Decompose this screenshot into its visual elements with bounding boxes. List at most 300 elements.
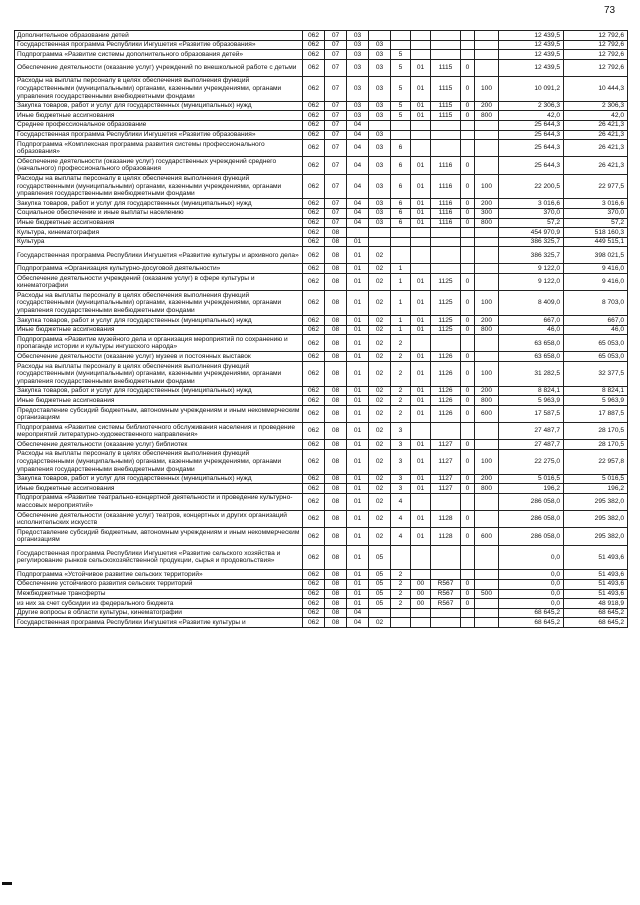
amount-year2: 51 493,6: [564, 570, 628, 580]
amount-year1: 5 963,9: [499, 396, 564, 406]
direction-suffix-code: [461, 608, 475, 618]
amount-year1: 2 306,3: [499, 101, 564, 111]
subprogram-code: 6: [391, 208, 411, 218]
table-row: [15, 511, 628, 528]
direction-suffix-code: [461, 237, 475, 247]
subprogram-code: 2: [391, 362, 411, 387]
table-row: [15, 423, 628, 440]
direction-suffix-code: 0: [461, 362, 475, 387]
podrazdel-code: 01: [347, 396, 369, 406]
razdel-code: 08: [325, 423, 347, 440]
subprogram-code: 1: [391, 264, 411, 274]
amount-year1: 0,0: [499, 545, 564, 570]
amount-year2: 5 016,5: [564, 474, 628, 484]
expense-type-code: [475, 352, 499, 362]
subprogram-code: 1: [391, 316, 411, 326]
table-row: [15, 362, 628, 387]
razdel-code: 08: [325, 352, 347, 362]
program-code: 03: [369, 40, 391, 50]
main-activity-code: 01: [411, 199, 431, 209]
podrazdel-code: 03: [347, 50, 369, 60]
direction-suffix-code: [461, 140, 475, 157]
ved-code: 062: [303, 50, 325, 60]
program-code: 05: [369, 570, 391, 580]
row-name: Обеспечение деятельности учреждений (оказание услуг) в сфере культуры и кинематографии: [15, 274, 303, 291]
direction-code: 1126: [431, 396, 461, 406]
razdel-code: 07: [325, 50, 347, 60]
expense-type-code: 200: [475, 199, 499, 209]
razdel-code: 08: [325, 316, 347, 326]
razdel-code: 08: [325, 325, 347, 335]
program-code: 02: [369, 440, 391, 450]
razdel-code: 08: [325, 599, 347, 609]
table-row: [15, 406, 628, 423]
ved-code: 062: [303, 274, 325, 291]
expense-type-code: [475, 228, 499, 238]
podrazdel-code: 01: [347, 237, 369, 247]
main-activity-code: [411, 570, 431, 580]
program-code: [369, 608, 391, 618]
amount-year1: 8 824,1: [499, 386, 564, 396]
main-activity-code: [411, 50, 431, 60]
direction-code: R567: [431, 599, 461, 609]
subprogram-code: 2: [391, 406, 411, 423]
direction-code: 1116: [431, 157, 461, 174]
direction-code: 1125: [431, 325, 461, 335]
ved-code: 062: [303, 76, 325, 101]
row-name: Другие вопросы в области культуры, кинематографии: [15, 608, 303, 618]
amount-year2: 8 824,1: [564, 386, 628, 396]
row-name: Расходы на выплаты персоналу в целях обеспечения выполнения функций государственными (муниципальными) органами, казенными учреждениями, органами управления государственными внебюджетными фондами: [15, 291, 303, 316]
main-activity-code: 01: [411, 208, 431, 218]
main-activity-code: 00: [411, 589, 431, 599]
direction-code: [431, 335, 461, 352]
program-code: 03: [369, 101, 391, 111]
podrazdel-code: 03: [347, 59, 369, 76]
razdel-code: 07: [325, 130, 347, 140]
main-activity-code: 01: [411, 386, 431, 396]
subprogram-code: 5: [391, 111, 411, 121]
subprogram-code: [391, 130, 411, 140]
program-code: 02: [369, 618, 391, 628]
subprogram-code: 5: [391, 101, 411, 111]
row-name: Закупка товаров, работ и услуг для государственных (муниципальных) нужд: [15, 316, 303, 326]
row-name: Расходы на выплаты персоналу в целях обеспечения выполнения функций государственными (муниципальными) органами, казенными учреждениями, органами управления государственными внебюджетными фондами: [15, 76, 303, 101]
subprogram-code: 5: [391, 50, 411, 60]
razdel-code: 08: [325, 493, 347, 510]
amount-year1: 12 439,5: [499, 31, 564, 41]
direction-suffix-code: [461, 264, 475, 274]
expense-type-code: 100: [475, 291, 499, 316]
amount-year2: 8 703,0: [564, 291, 628, 316]
direction-code: 1116: [431, 218, 461, 228]
razdel-code: 08: [325, 545, 347, 570]
direction-code: 1115: [431, 59, 461, 76]
expense-type-code: 800: [475, 484, 499, 494]
amount-year1: 286 058,0: [499, 511, 564, 528]
ved-code: 062: [303, 545, 325, 570]
amount-year2: 51 493,6: [564, 545, 628, 570]
row-name: Закупка товаров, работ и услуг для государственных (муниципальных) нужд: [15, 474, 303, 484]
amount-year2: 295 382,0: [564, 511, 628, 528]
subprogram-code: 3: [391, 440, 411, 450]
razdel-code: 08: [325, 570, 347, 580]
direction-code: 1126: [431, 362, 461, 387]
razdel-code: 08: [325, 274, 347, 291]
podrazdel-code: 01: [347, 264, 369, 274]
subprogram-code: 6: [391, 218, 411, 228]
ved-code: 062: [303, 608, 325, 618]
razdel-code: 08: [325, 406, 347, 423]
main-activity-code: 01: [411, 449, 431, 474]
direction-suffix-code: 0: [461, 218, 475, 228]
direction-code: 1116: [431, 208, 461, 218]
main-activity-code: 01: [411, 274, 431, 291]
row-name: из них за счет субсидии из федерального бюджета: [15, 599, 303, 609]
budget-table: [14, 30, 628, 628]
razdel-code: 08: [325, 335, 347, 352]
razdel-code: 08: [325, 579, 347, 589]
ved-code: 062: [303, 228, 325, 238]
amount-year2: 12 792,6: [564, 50, 628, 60]
podrazdel-code: 01: [347, 570, 369, 580]
program-code: [369, 237, 391, 247]
podrazdel-code: 04: [347, 174, 369, 199]
amount-year2: 68 645,2: [564, 618, 628, 628]
amount-year2: 9 416,0: [564, 274, 628, 291]
expense-type-code: 200: [475, 386, 499, 396]
direction-code: [431, 237, 461, 247]
row-name: Культура: [15, 237, 303, 247]
main-activity-code: 01: [411, 316, 431, 326]
row-name: Подпрограмма «Развитие музейного дела и организация мероприятий по сохранению и пропаганде истории и культуры ингушского народа»: [15, 335, 303, 352]
razdel-code: 07: [325, 40, 347, 50]
amount-year2: 17 887,5: [564, 406, 628, 423]
razdel-code: 08: [325, 362, 347, 387]
main-activity-code: 01: [411, 528, 431, 545]
program-code: 02: [369, 493, 391, 510]
row-name: Закупка товаров, работ и услуг для государственных (муниципальных) нужд: [15, 199, 303, 209]
table-row: [15, 120, 628, 130]
table-row: [15, 352, 628, 362]
ved-code: 062: [303, 174, 325, 199]
ved-code: 062: [303, 335, 325, 352]
table-row: [15, 40, 628, 50]
direction-code: R567: [431, 579, 461, 589]
amount-year2: 51 493,6: [564, 579, 628, 589]
ved-code: 062: [303, 130, 325, 140]
expense-type-code: [475, 50, 499, 60]
amount-year1: 454 970,9: [499, 228, 564, 238]
table-row: [15, 440, 628, 450]
direction-code: [431, 618, 461, 628]
ved-code: 062: [303, 528, 325, 545]
amount-year2: 12 792,6: [564, 40, 628, 50]
subprogram-code: [391, 237, 411, 247]
amount-year2: 12 792,6: [564, 59, 628, 76]
podrazdel-code: 01: [347, 316, 369, 326]
podrazdel-code: 01: [347, 589, 369, 599]
expense-type-code: [475, 511, 499, 528]
razdel-code: 07: [325, 59, 347, 76]
razdel-code: 08: [325, 264, 347, 274]
expense-type-code: [475, 599, 499, 609]
subprogram-code: [391, 545, 411, 570]
ved-code: 062: [303, 493, 325, 510]
ved-code: 062: [303, 386, 325, 396]
ved-code: 062: [303, 40, 325, 50]
main-activity-code: [411, 618, 431, 628]
direction-suffix-code: 0: [461, 406, 475, 423]
program-code: 02: [369, 247, 391, 264]
table-row: [15, 111, 628, 121]
amount-year2: 65 053,0: [564, 335, 628, 352]
direction-suffix-code: 0: [461, 174, 475, 199]
direction-suffix-code: 0: [461, 352, 475, 362]
direction-code: 1116: [431, 174, 461, 199]
amount-year1: 9 122,0: [499, 264, 564, 274]
amount-year1: 25 644,3: [499, 157, 564, 174]
podrazdel-code: 01: [347, 362, 369, 387]
amount-year1: 0,0: [499, 570, 564, 580]
page-edge-mark: [2, 882, 12, 885]
program-code: 02: [369, 484, 391, 494]
amount-year1: 17 587,5: [499, 406, 564, 423]
amount-year2: 26 421,3: [564, 120, 628, 130]
podrazdel-code: 04: [347, 130, 369, 140]
subprogram-code: 1: [391, 274, 411, 291]
amount-year1: 5 016,5: [499, 474, 564, 484]
amount-year2: 370,0: [564, 208, 628, 218]
expense-type-code: [475, 237, 499, 247]
ved-code: 062: [303, 120, 325, 130]
amount-year2: 28 170,5: [564, 423, 628, 440]
amount-year1: 0,0: [499, 599, 564, 609]
program-code: 03: [369, 130, 391, 140]
main-activity-code: 01: [411, 101, 431, 111]
direction-suffix-code: 0: [461, 76, 475, 101]
program-code: 05: [369, 599, 391, 609]
program-code: 02: [369, 264, 391, 274]
table-row: [15, 608, 628, 618]
amount-year1: 22 200,5: [499, 174, 564, 199]
razdel-code: 07: [325, 111, 347, 121]
razdel-code: 08: [325, 228, 347, 238]
podrazdel-code: 04: [347, 140, 369, 157]
main-activity-code: [411, 31, 431, 41]
ved-code: 062: [303, 423, 325, 440]
amount-year2: 12 792,6: [564, 31, 628, 41]
expense-type-code: [475, 264, 499, 274]
table-row: [15, 228, 628, 238]
amount-year2: 518 160,3: [564, 228, 628, 238]
ved-code: 062: [303, 291, 325, 316]
expense-type-code: 800: [475, 396, 499, 406]
amount-year1: 0,0: [499, 589, 564, 599]
ved-code: 062: [303, 101, 325, 111]
subprogram-code: 2: [391, 570, 411, 580]
podrazdel-code: 03: [347, 40, 369, 50]
direction-code: [431, 50, 461, 60]
program-code: 02: [369, 396, 391, 406]
subprogram-code: [391, 247, 411, 264]
table-row: [15, 396, 628, 406]
amount-year2: 22 957,8: [564, 449, 628, 474]
amount-year1: 9 122,0: [499, 274, 564, 291]
ved-code: 062: [303, 440, 325, 450]
podrazdel-code: 01: [347, 291, 369, 316]
razdel-code: 08: [325, 618, 347, 628]
amount-year2: 295 382,0: [564, 528, 628, 545]
main-activity-code: 01: [411, 218, 431, 228]
podrazdel-code: [347, 228, 369, 238]
main-activity-code: [411, 237, 431, 247]
row-name: Подпрограмма «Комплексная программа развития системы профессионального образования»: [15, 140, 303, 157]
row-name: Государственная программа Республики Ингушетия «Развитие образования»: [15, 40, 303, 50]
direction-code: [431, 264, 461, 274]
main-activity-code: 00: [411, 599, 431, 609]
razdel-code: 08: [325, 589, 347, 599]
table-row: [15, 264, 628, 274]
razdel-code: 08: [325, 449, 347, 474]
amount-year1: 10 091,2: [499, 76, 564, 101]
expense-type-code: [475, 140, 499, 157]
program-code: 02: [369, 406, 391, 423]
amount-year1: 27 487,7: [499, 440, 564, 450]
direction-suffix-code: 0: [461, 101, 475, 111]
subprogram-code: [391, 120, 411, 130]
expense-type-code: 500: [475, 589, 499, 599]
expense-type-code: 100: [475, 76, 499, 101]
row-name: Расходы на выплаты персоналу в целях обеспечения выполнения функций государственными (муниципальными) органами, казенными учреждениями, органами управления государственными внебюджетными фондами: [15, 449, 303, 474]
main-activity-code: [411, 264, 431, 274]
podrazdel-code: 04: [347, 120, 369, 130]
program-code: 03: [369, 208, 391, 218]
ved-code: 062: [303, 474, 325, 484]
expense-type-code: 200: [475, 474, 499, 484]
row-name: Иные бюджетные ассигнования: [15, 218, 303, 228]
amount-year1: 12 439,5: [499, 40, 564, 50]
table-row: [15, 579, 628, 589]
expense-type-code: [475, 40, 499, 50]
ved-code: 062: [303, 511, 325, 528]
program-code: 02: [369, 335, 391, 352]
podrazdel-code: 01: [347, 579, 369, 589]
razdel-code: 08: [325, 396, 347, 406]
subprogram-code: [391, 228, 411, 238]
amount-year2: 26 421,3: [564, 130, 628, 140]
subprogram-code: 3: [391, 474, 411, 484]
amount-year1: 370,0: [499, 208, 564, 218]
subprogram-code: 6: [391, 140, 411, 157]
table-row: [15, 589, 628, 599]
program-code: 02: [369, 386, 391, 396]
amount-year1: 3 016,6: [499, 199, 564, 209]
razdel-code: 07: [325, 218, 347, 228]
razdel-code: 07: [325, 120, 347, 130]
ved-code: 062: [303, 362, 325, 387]
ved-code: 062: [303, 247, 325, 264]
direction-suffix-code: [461, 130, 475, 140]
table-row: [15, 291, 628, 316]
row-name: Социальное обеспечение и иные выплаты населению: [15, 208, 303, 218]
direction-code: [431, 570, 461, 580]
ved-code: 062: [303, 484, 325, 494]
direction-suffix-code: [461, 335, 475, 352]
razdel-code: 08: [325, 237, 347, 247]
table-row: [15, 59, 628, 76]
main-activity-code: 01: [411, 352, 431, 362]
direction-suffix-code: [461, 247, 475, 264]
subprogram-code: [391, 618, 411, 628]
direction-suffix-code: 0: [461, 316, 475, 326]
direction-code: [431, 423, 461, 440]
main-activity-code: 01: [411, 474, 431, 484]
main-activity-code: 01: [411, 362, 431, 387]
direction-suffix-code: [461, 493, 475, 510]
table-row: [15, 218, 628, 228]
amount-year1: 22 275,0: [499, 449, 564, 474]
direction-code: 1116: [431, 199, 461, 209]
podrazdel-code: 04: [347, 157, 369, 174]
direction-code: [431, 545, 461, 570]
table-row: [15, 247, 628, 264]
program-code: 02: [369, 423, 391, 440]
podrazdel-code: 04: [347, 208, 369, 218]
direction-code: 1127: [431, 474, 461, 484]
main-activity-code: [411, 608, 431, 618]
amount-year1: 68 645,2: [499, 608, 564, 618]
direction-code: 1126: [431, 386, 461, 396]
table-row: [15, 335, 628, 352]
direction-code: 1128: [431, 511, 461, 528]
amount-year2: 3 016,6: [564, 199, 628, 209]
main-activity-code: 00: [411, 579, 431, 589]
direction-code: 1126: [431, 352, 461, 362]
row-name: Обеспечение деятельности (оказание услуг) библиотек: [15, 440, 303, 450]
direction-code: [431, 130, 461, 140]
row-name: Культура, кинематография: [15, 228, 303, 238]
expense-type-code: 800: [475, 111, 499, 121]
podrazdel-code: 04: [347, 608, 369, 618]
amount-year1: 46,0: [499, 325, 564, 335]
podrazdel-code: 01: [347, 528, 369, 545]
direction-code: [431, 228, 461, 238]
program-code: 02: [369, 528, 391, 545]
main-activity-code: 01: [411, 59, 431, 76]
main-activity-code: [411, 493, 431, 510]
main-activity-code: 01: [411, 396, 431, 406]
ved-code: 062: [303, 396, 325, 406]
podrazdel-code: 03: [347, 76, 369, 101]
ved-code: 062: [303, 316, 325, 326]
row-name: Расходы на выплаты персоналу в целях обеспечения выполнения функций государственными (муниципальными) органами, казенными учреждениями, органами управления государственными внебюджетными фондами: [15, 362, 303, 387]
subprogram-code: 2: [391, 396, 411, 406]
program-code: 05: [369, 589, 391, 599]
program-code: 05: [369, 579, 391, 589]
row-name: Обеспечение деятельности (оказание услуг) государственных учреждений среднего (начального) профессионального образования: [15, 157, 303, 174]
podrazdel-code: 03: [347, 111, 369, 121]
amount-year1: 386 325,7: [499, 247, 564, 264]
amount-year1: 196,2: [499, 484, 564, 494]
amount-year2: 26 421,3: [564, 157, 628, 174]
table-row: [15, 386, 628, 396]
amount-year1: 27 487,7: [499, 423, 564, 440]
direction-suffix-code: [461, 570, 475, 580]
main-activity-code: [411, 140, 431, 157]
table-row: [15, 325, 628, 335]
row-name: Иные бюджетные ассигнования: [15, 325, 303, 335]
